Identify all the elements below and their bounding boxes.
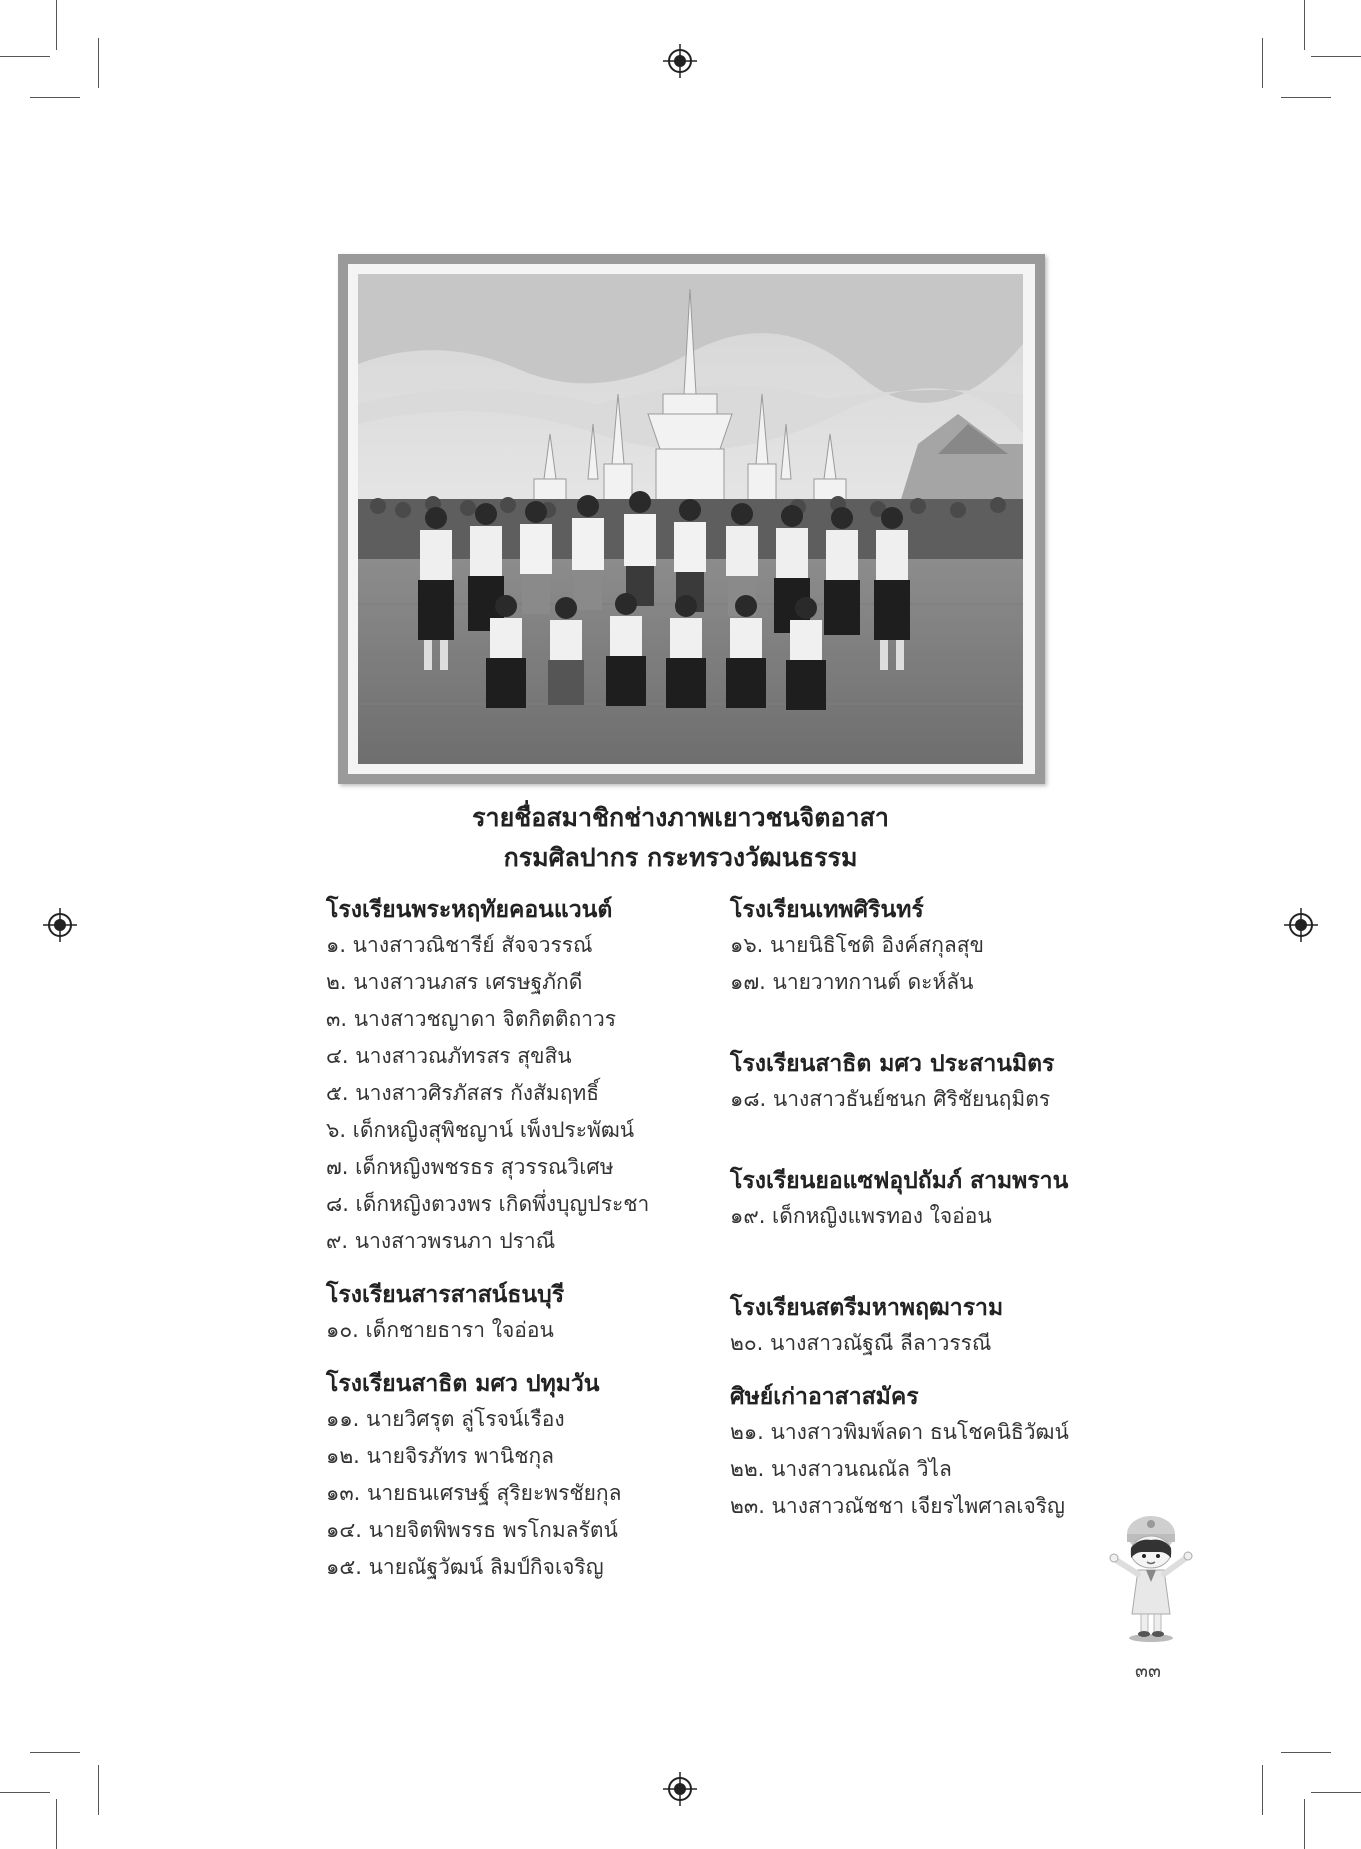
school-section <box>730 893 1120 1001</box>
school-heading: โรงเรียนสาธิต มศว ปทุมวัน <box>326 1371 600 1397</box>
crop-mark <box>98 38 99 88</box>
crop-mark <box>1304 1799 1305 1849</box>
photo-frame <box>338 254 1045 784</box>
school-section <box>326 1367 716 1586</box>
school-heading: โรงเรียนพระหฤทัยคอนแวนต์ <box>326 897 613 923</box>
registration-mark-icon <box>663 44 697 78</box>
school-section <box>730 1291 1120 1362</box>
school-heading: โรงเรียนเทพศิรินทร์ <box>730 897 924 923</box>
crop-mark <box>1281 1752 1331 1753</box>
member-item: ๔. นางสาวณภัทรสร สุขสิน <box>326 1044 572 1068</box>
crop-mark <box>1311 1792 1361 1793</box>
member-item: ๙. นางสาวพรนภา ปราณี <box>326 1229 556 1253</box>
crop-mark <box>1304 0 1305 50</box>
group-photo <box>358 274 1023 764</box>
crop-mark <box>1262 38 1263 88</box>
crop-mark <box>56 1799 57 1849</box>
school-heading: โรงเรียนยอแซฟอุปถัมภ์ สามพราน <box>730 1168 1069 1194</box>
registration-mark-icon <box>43 908 77 942</box>
school-section <box>730 1380 1120 1525</box>
member-item: ๑๕. นายณัฐวัฒน์ ลิมป์กิจเจริญ <box>326 1555 604 1579</box>
member-item: ๑๑. นายวิศรุต ลู่โรจน์เรือง <box>326 1407 565 1431</box>
member-item: ๓. นางสาวชญาดา จิตกิตติถาวร <box>326 1007 617 1031</box>
member-item: ๒๒. นางสาวนณณัล วิไล <box>730 1457 952 1481</box>
right-column <box>730 893 1120 1543</box>
crop-mark <box>0 56 50 57</box>
member-item: ๑๘. นางสาวธันย์ชนก ศิริชัยนฤมิตร <box>730 1087 1051 1111</box>
school-section <box>326 1278 716 1349</box>
member-item: ๕. นางสาวศิรภัสสร กังสัมฤทธิ์ <box>326 1081 600 1105</box>
member-item: ๗. เด็กหญิงพชรธร สุวรรณวิเศษ <box>326 1155 614 1179</box>
school-heading: ศิษย์เก่าอาสาสมัคร <box>730 1384 919 1410</box>
member-item: ๑๗. นายวาทกานต์ ดะห์ลัน <box>730 970 974 994</box>
member-item: ๖. เด็กหญิงสุพิชญาน์ เพ็งประพัฒน์ <box>326 1118 635 1142</box>
page-number: ๓๓ <box>1135 1660 1161 1682</box>
crop-mark <box>1311 56 1361 57</box>
member-item: ๑๖. นายนิธิโชติ อิงค์สกุลสุข <box>730 933 984 957</box>
member-item: ๒. นางสาวนภสร เศรษฐภักดี <box>326 970 583 994</box>
member-item: ๑๒. นายจิรภัทร พานิชกุล <box>326 1444 555 1468</box>
member-item: ๑๓. นายธนเศรษฐ์ สุริยะพรชัยกุล <box>326 1481 622 1505</box>
left-column <box>326 893 716 1604</box>
school-section <box>326 893 716 1260</box>
list-title: รายชื่อสมาชิกช่างภาพเยาวชนจิตอาสา <box>472 803 889 832</box>
member-item: ๑. นางสาวณิชารีย์ สัจจวรรณ์ <box>326 933 593 957</box>
member-item: ๑๙. เด็กหญิงแพรทอง ใจอ่อน <box>730 1204 992 1228</box>
crop-mark <box>56 0 57 50</box>
mascot-illustration <box>1108 1508 1194 1644</box>
member-item: ๘. เด็กหญิงตวงพร เกิดพึ่งบุญประชา <box>326 1192 650 1216</box>
crop-mark <box>0 1792 50 1793</box>
registration-mark-icon <box>1284 908 1318 942</box>
member-item: ๒๑. นางสาวพิมพ์ลดา ธนโชคนิธิวัฒน์ <box>730 1420 1069 1444</box>
member-item: ๒๐. นางสาวณัฐณี ลีลาวรรณี <box>730 1331 992 1355</box>
member-item: ๑๔. นายจิตพิพรรธ พรโกมลรัตน์ <box>326 1518 618 1542</box>
school-heading: โรงเรียนสาธิต มศว ประสานมิตร <box>730 1051 1055 1077</box>
school-section <box>730 1047 1120 1118</box>
crop-mark <box>98 1765 99 1815</box>
list-subtitle: กรมศิลปากร กระทรวงวัฒนธรรม <box>503 843 858 872</box>
crop-mark <box>30 97 80 98</box>
school-section <box>730 1164 1120 1235</box>
member-item: ๑๐. เด็กชายธารา ใจอ่อน <box>326 1318 554 1342</box>
member-item: ๒๓. นางสาวณัชชา เจียรไพศาลเจริญ <box>730 1494 1065 1518</box>
school-heading: โรงเรียนสตรีมหาพฤฒาราม <box>730 1295 1004 1321</box>
crop-mark <box>1281 97 1331 98</box>
school-heading: โรงเรียนสารสาสน์ธนบุรี <box>326 1282 565 1308</box>
crop-mark <box>30 1752 80 1753</box>
registration-mark-icon <box>663 1772 697 1806</box>
crop-mark <box>1262 1765 1263 1815</box>
